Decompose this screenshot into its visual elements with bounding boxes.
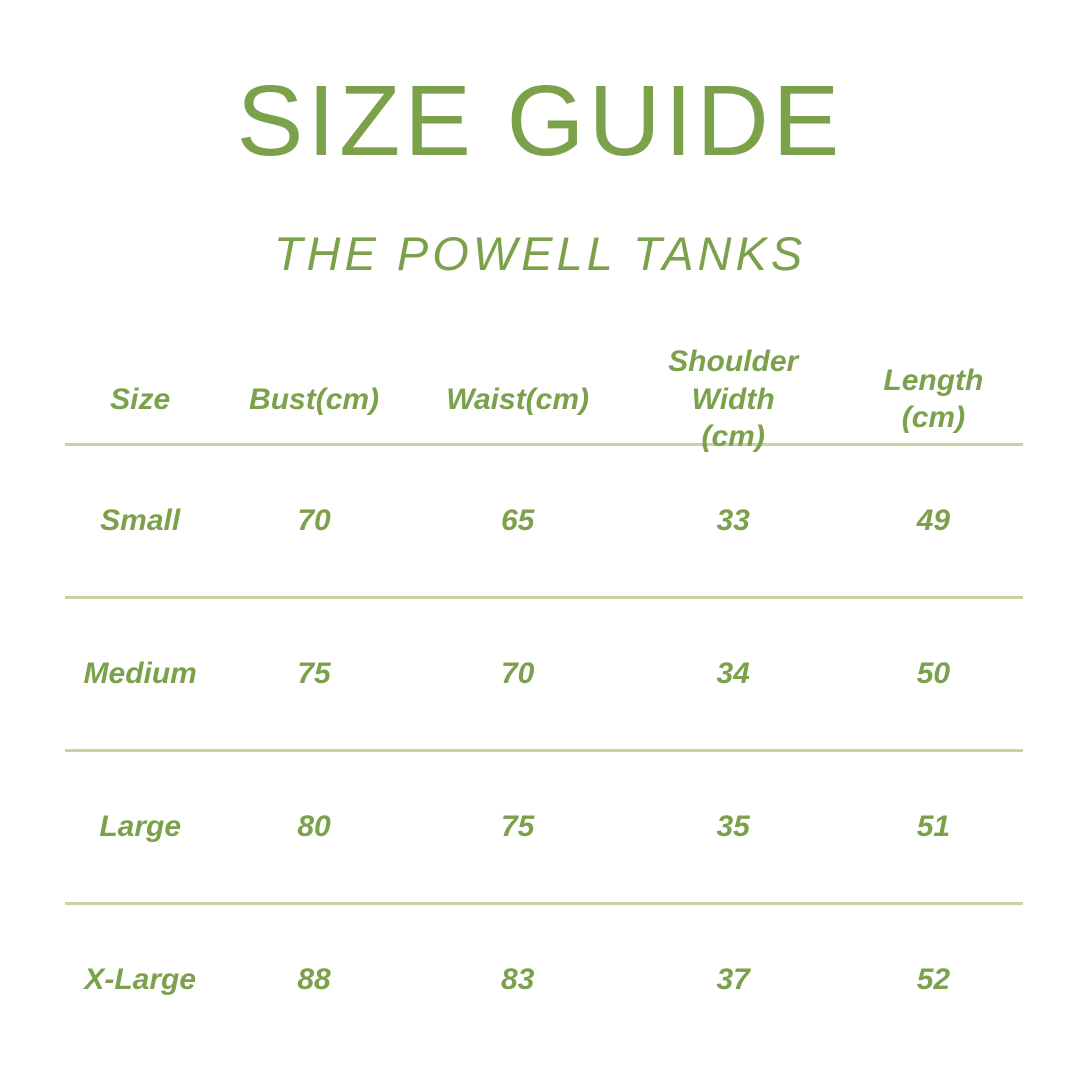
cell-size-label: Small bbox=[100, 504, 181, 538]
product-name-subtitle: THE POWELL TANKS bbox=[273, 227, 807, 280]
column-header-bust bbox=[215, 381, 412, 419]
cell-shoulder-width-value: 37 bbox=[716, 963, 750, 997]
page-title: SIZE GUIDE bbox=[236, 65, 844, 177]
column-header-shoulder-width bbox=[623, 343, 844, 456]
table-header-row bbox=[65, 343, 1023, 453]
table-row-x-large bbox=[65, 902, 1023, 1055]
cell-waist-value: 75 bbox=[500, 810, 535, 844]
cell-bust-value: 70 bbox=[297, 504, 331, 538]
table-row-large bbox=[65, 749, 1023, 902]
cell-waist-value: 83 bbox=[500, 963, 535, 997]
cell-length-value: 50 bbox=[916, 657, 951, 691]
table-row-medium bbox=[65, 596, 1023, 749]
cell-shoulder-width-value: 33 bbox=[716, 504, 750, 538]
cell-waist-value: 65 bbox=[500, 504, 535, 538]
cell-shoulder-width-value: 35 bbox=[716, 810, 750, 844]
cell-bust-value: 80 bbox=[297, 810, 331, 844]
column-header-waist bbox=[413, 381, 623, 419]
column-header-length bbox=[844, 362, 1023, 437]
column-header-label: Shoulder Width bbox=[668, 345, 799, 416]
cell-size-label: Medium bbox=[83, 657, 197, 691]
column-header-unit: (cm) bbox=[901, 401, 966, 435]
cell-bust-value: 75 bbox=[297, 657, 331, 691]
column-header-size bbox=[65, 381, 215, 419]
cell-bust-value: 88 bbox=[297, 963, 331, 997]
cell-size-label: Large bbox=[99, 810, 182, 844]
cell-length-value: 49 bbox=[916, 504, 951, 538]
cell-length-value: 52 bbox=[916, 963, 951, 997]
column-header-label: Size bbox=[110, 382, 171, 416]
column-header-label: Length bbox=[883, 363, 984, 397]
cell-length-value: 51 bbox=[916, 810, 951, 844]
size-table bbox=[65, 343, 1023, 1055]
cell-shoulder-width-value: 34 bbox=[716, 657, 750, 691]
table-row-small bbox=[65, 443, 1023, 596]
column-header-label: Bust(cm) bbox=[249, 382, 380, 416]
cell-waist-value: 70 bbox=[500, 657, 535, 691]
column-header-label: Waist(cm) bbox=[446, 382, 590, 416]
column-header-unit: (cm) bbox=[701, 420, 765, 453]
cell-size-label: X-Large bbox=[84, 963, 197, 997]
